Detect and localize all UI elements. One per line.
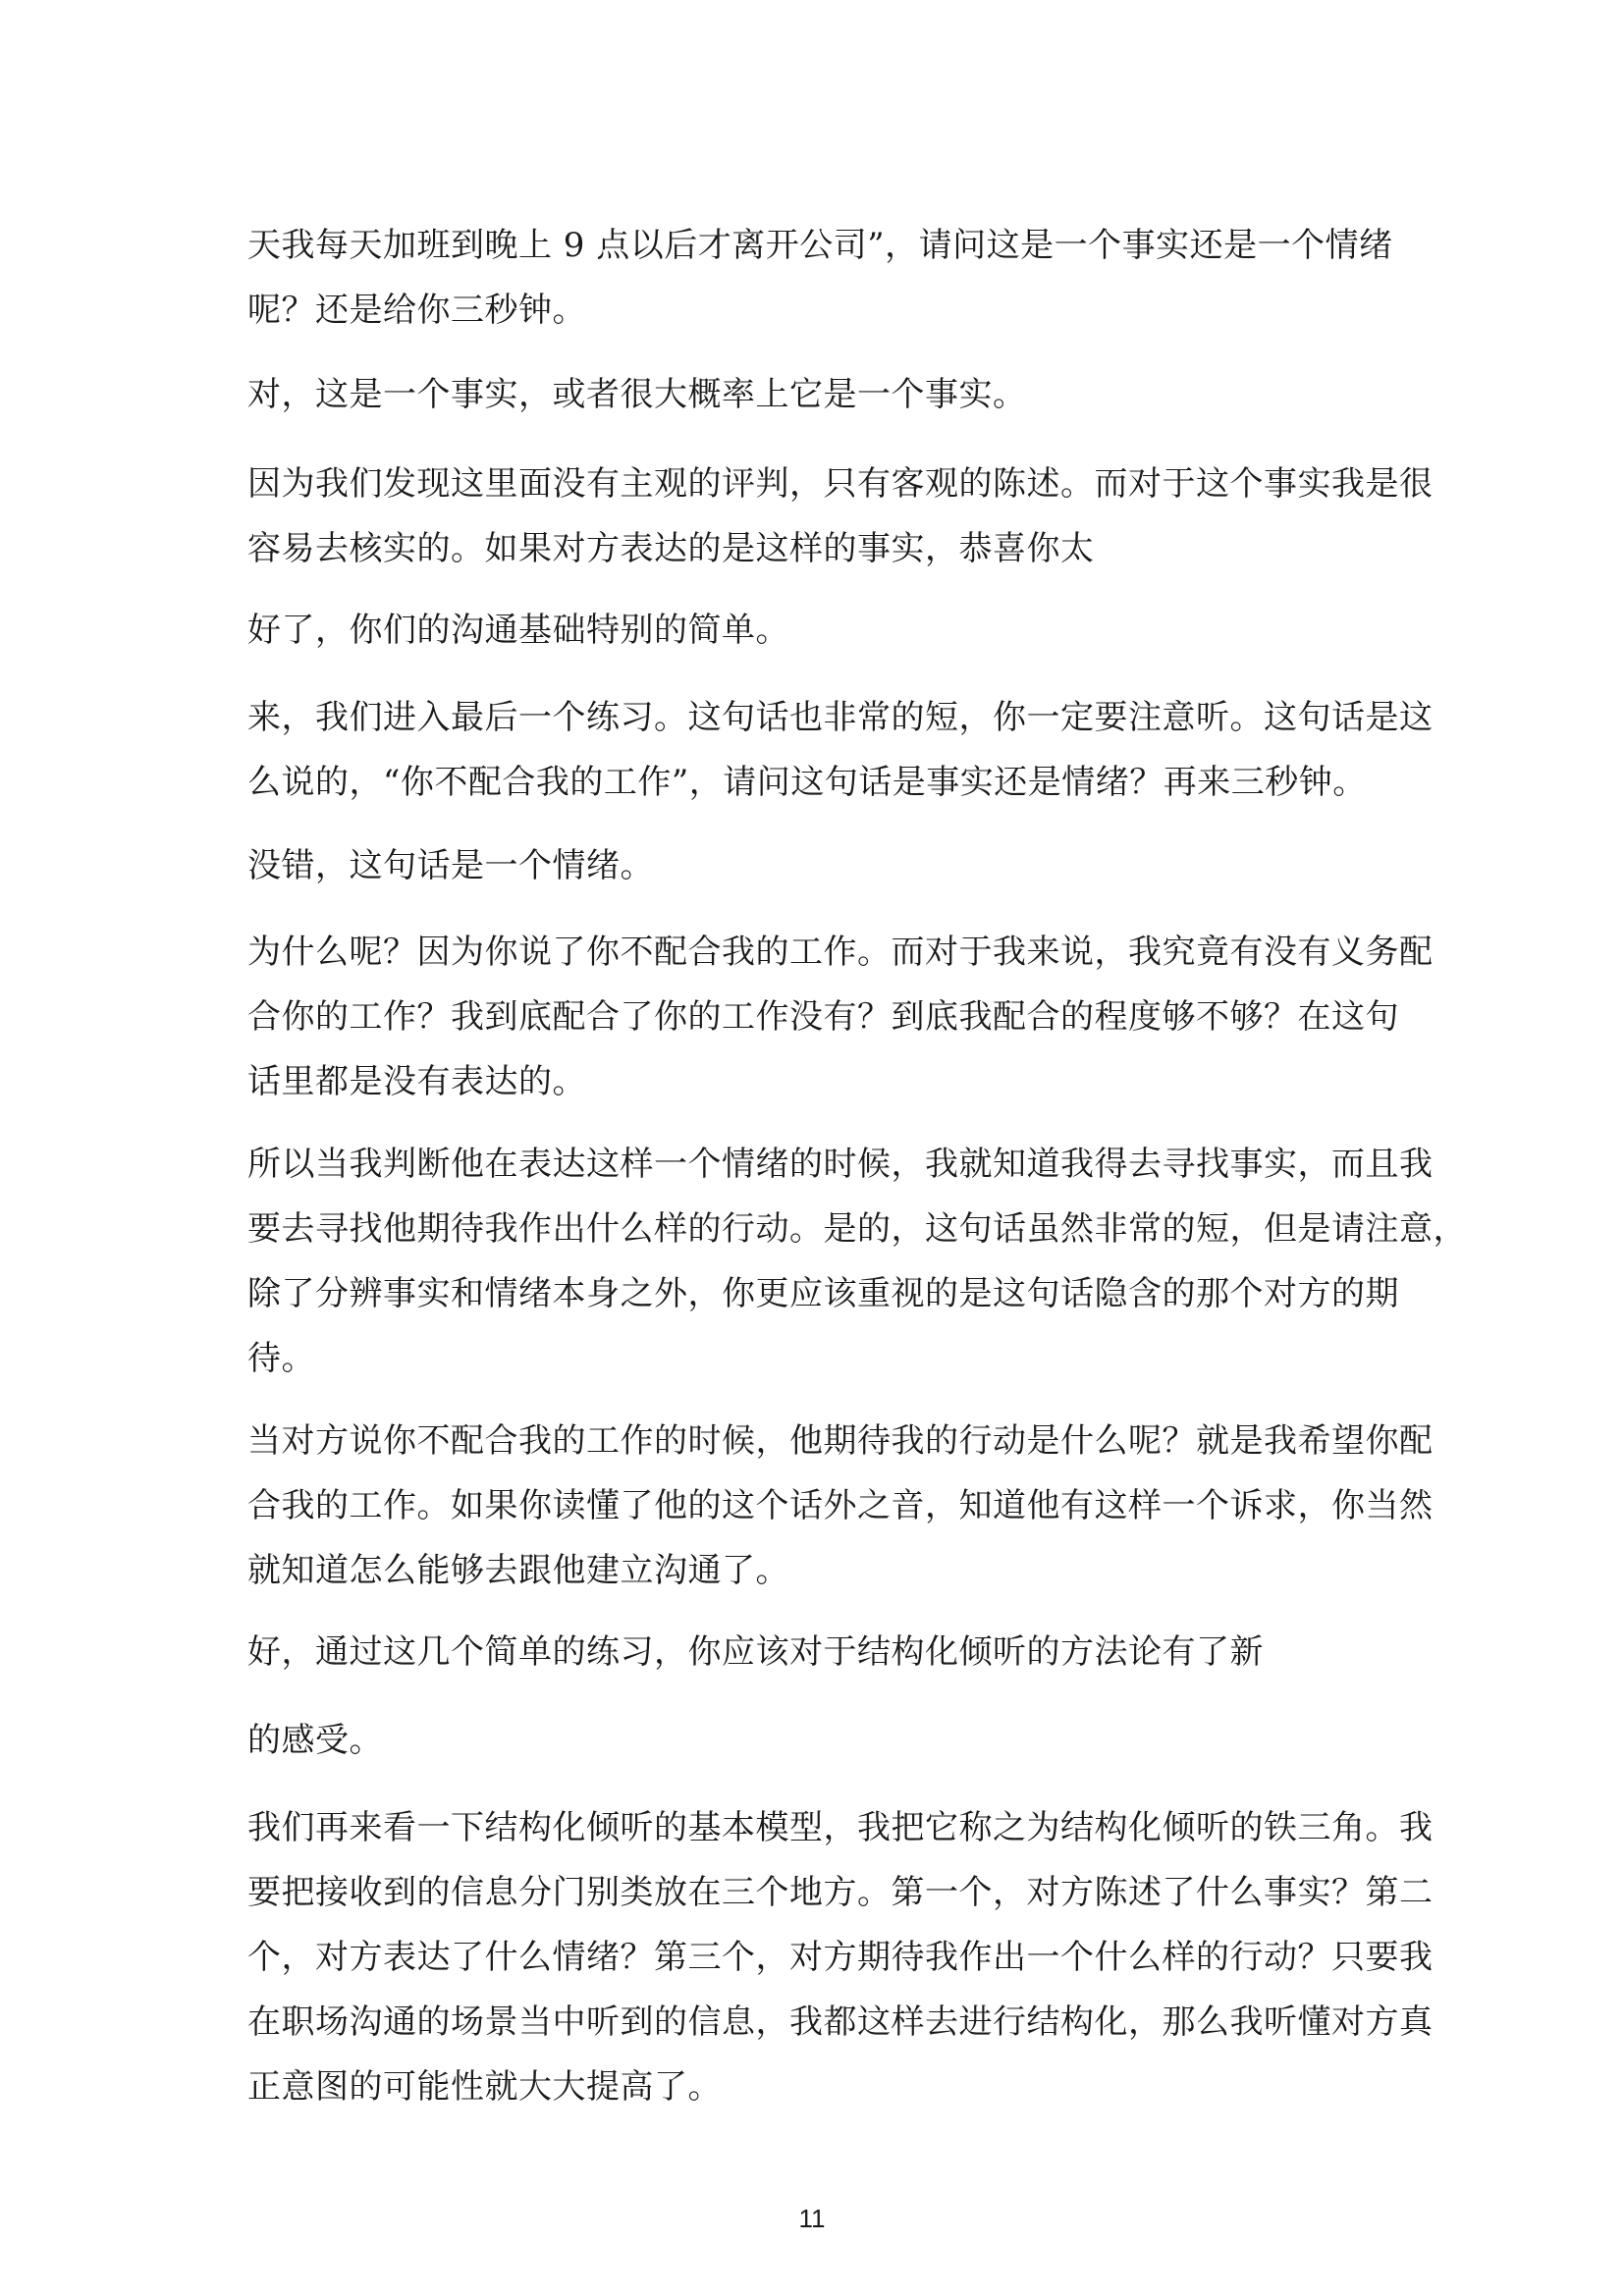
paragraph-line: 好了，你们的沟通基础特别的简单。 <box>247 611 789 650</box>
paragraph-line: 合我的工作。如果你读懂了他的这个话外之音，知道他有这样一个诉求，你当然 <box>247 1486 1434 1525</box>
paragraph-line: 天我每天加班到晚上 9 点以后才离开公司”，请问这是一个事实还是一个情绪 <box>247 226 1393 265</box>
paragraph-line: 因为我们发现这里面没有主观的评判，只有客观的陈述。而对于这个事实我是很 <box>247 464 1434 504</box>
paragraph-line: 当对方说你不配合我的工作的时候，他期待我的行动是什么呢？就是我希望你配 <box>247 1421 1434 1461</box>
paragraph-10 <box>247 1620 1386 1684</box>
paragraph-12 <box>247 1795 1434 2119</box>
page-number: 11 <box>798 2204 826 2233</box>
paragraph-line: 容易去核实的。如果对方表达的是这样的事实，恭喜你太 <box>247 529 1095 568</box>
paragraph-line: 对，这是一个事实，或者很大概率上它是一个事实。 <box>247 375 1027 414</box>
paragraph-6 <box>247 833 1386 898</box>
paragraph-3 <box>247 452 1434 581</box>
paragraph-1 <box>247 213 1393 343</box>
paragraph-line: 个，对方表达了什么情绪？第三个，对方期待我作出一个什么样的行动？只要我 <box>247 1938 1434 1977</box>
paragraph-line: 来，我们进入最后一个练习。这句话也非常的短，你一定要注意听。这句话是这 <box>247 698 1434 737</box>
paragraph-7 <box>247 920 1434 1114</box>
paragraph-9 <box>247 1409 1434 1603</box>
paragraph-8 <box>247 1132 1467 1391</box>
paragraph-line: 好，通过这几个简单的练习，你应该对于结构化倾听的方法论有了新 <box>247 1632 1264 1672</box>
paragraph-5 <box>247 685 1434 815</box>
paragraph-line: 要把接收到的信息分门别类放在三个地方。第一个，对方陈述了什么事实？第二 <box>247 1873 1434 1912</box>
paragraph-2 <box>247 362 1386 427</box>
paragraph-line: 待。 <box>247 1339 315 1378</box>
paragraph-line: 在职场沟通的场景当中听到的信息，我都这样去进行结构化，那么我听懂对方真 <box>247 2002 1434 2042</box>
paragraph-line: 我们再来看一下结构化倾听的基本模型，我把它称之为结构化倾听的铁三角。我 <box>247 1808 1434 1847</box>
paragraph-line: 没错，这句话是一个情绪。 <box>247 846 654 885</box>
paragraph-line: 所以当我判断他在表达这样一个情绪的时候，我就知道我得去寻找事实，而且我 <box>247 1145 1434 1184</box>
paragraph-line: 正意图的可能性就大大提高了。 <box>247 2067 722 2107</box>
paragraph-line: 要去寻找他期待我作出什么样的行动。是的，这句话虽然非常的短，但是请注意， <box>247 1209 1467 1249</box>
paragraph-line: 合你的工作？我到底配合了你的工作没有？到底我配合的程度够不够？在这句 <box>247 997 1399 1037</box>
paragraph-line: 的感受。 <box>247 1721 383 1760</box>
paragraph-line: 除了分辨事实和情绪本身之外，你更应该重视的是这句话隐含的那个对方的期 <box>247 1274 1399 1313</box>
paragraph-line: 就知道怎么能够去跟他建立沟通了。 <box>247 1551 789 1590</box>
document-page <box>247 0 1467 2296</box>
paragraph-11 <box>247 1708 1386 1773</box>
paragraph-4 <box>247 598 1386 663</box>
paragraph-line: 为什么呢？因为你说了你不配合我的工作。而对于我来说，我究竟有没有义务配 <box>247 933 1434 972</box>
paragraph-line: 么说的，“你不配合我的工作”，请问这句话是事实还是情绪？再来三秒钟。 <box>247 763 1367 802</box>
paragraph-line: 话里都是没有表达的。 <box>247 1062 586 1101</box>
paragraph-line: 呢？还是给你三秒钟。 <box>247 291 586 330</box>
